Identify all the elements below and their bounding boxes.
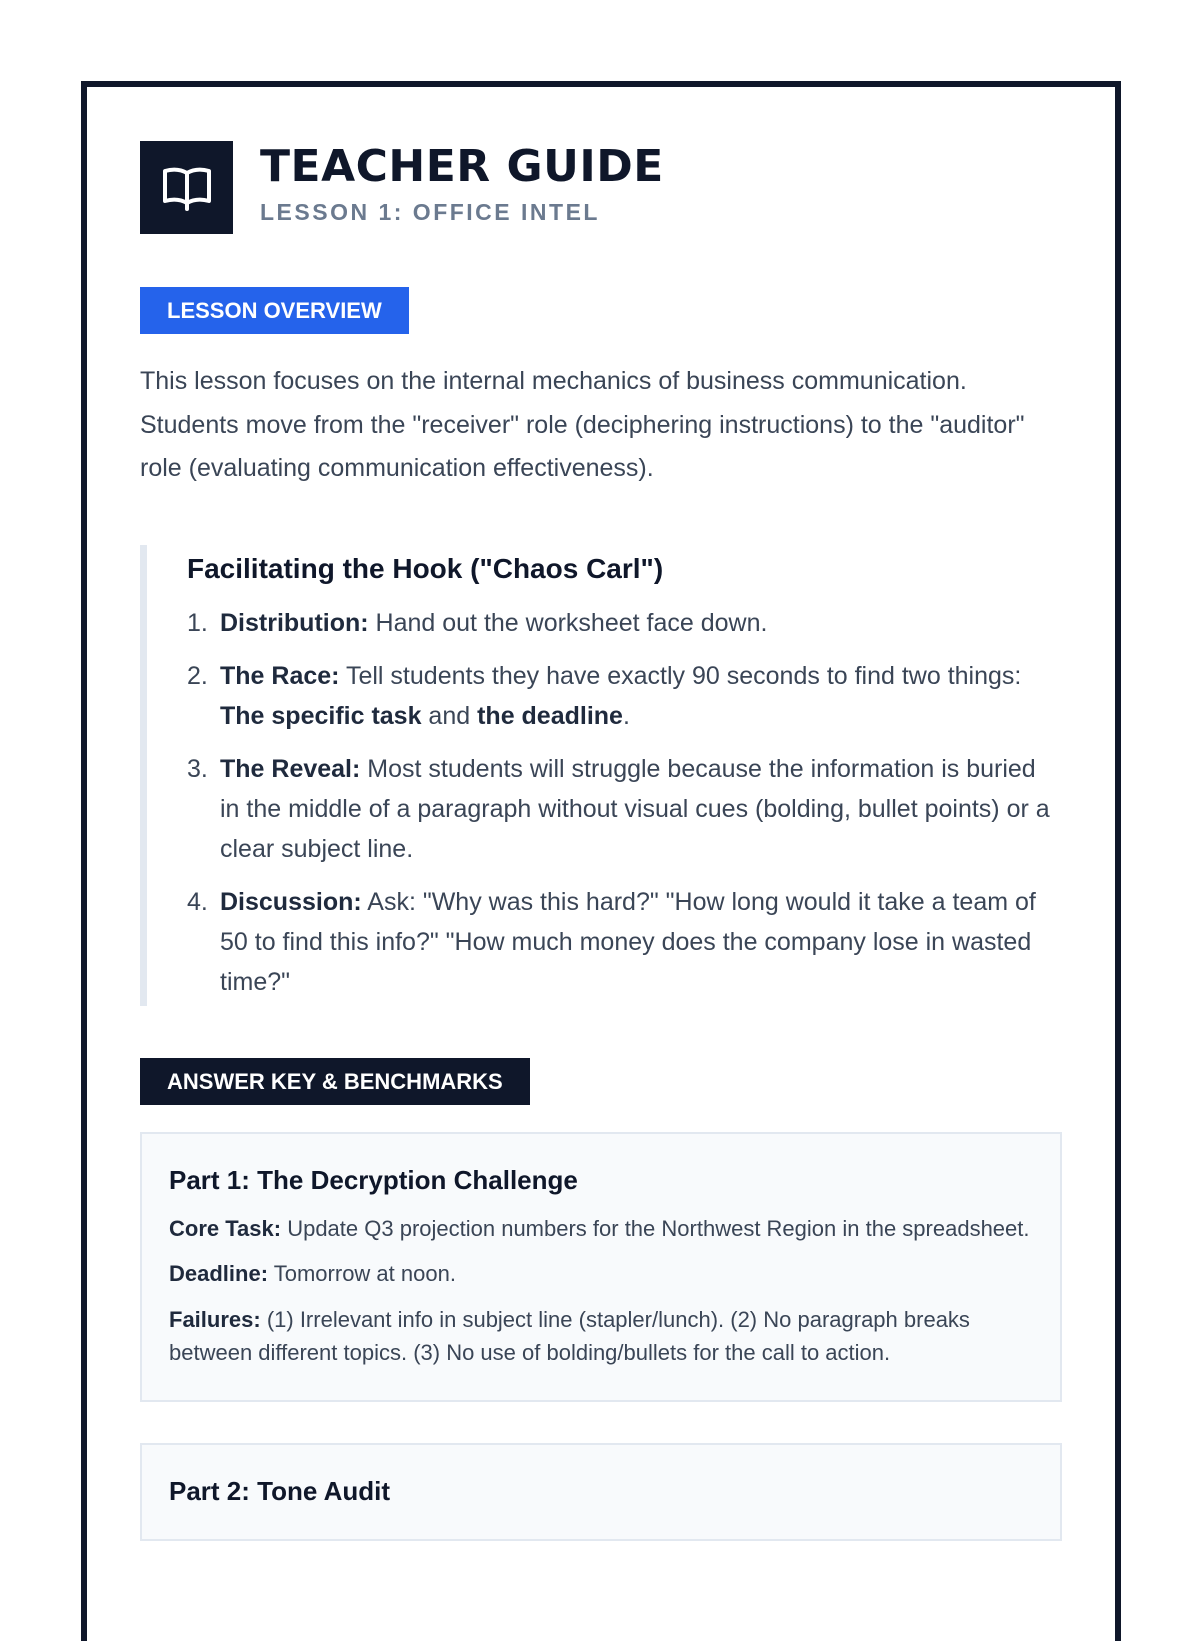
list-item — [187, 656, 1062, 736]
part-title: Part 1: The Decryption Challenge — [169, 1164, 578, 1195]
step-number: 3. — [187, 754, 208, 783]
step-emphasis: the deadline — [477, 701, 623, 730]
overview-text: This lesson focuses on the internal mechanics of business communication. Students move from the "receiver" role (deciphering instructions) to the "auditor" role (evaluating communication effectiveness). — [140, 367, 1025, 482]
step-emphasis: The specific task — [220, 701, 422, 730]
step-text: and — [421, 701, 478, 730]
step-label: Distribution: — [220, 608, 369, 637]
page-content — [140, 140, 1062, 1541]
step-text: Hand out the worksheet face down. — [368, 608, 768, 637]
step-text: Ask: "Why was this hard?" "How long would it take a team of 50 to find this info?" "How much money does the company lose in wasted time?" — [220, 887, 1036, 996]
core-task-item — [169, 1212, 1034, 1246]
step-number: 1. — [187, 608, 208, 637]
failures-item — [169, 1303, 1034, 1370]
step-text: . — [622, 701, 630, 730]
page-title: TEACHER GUIDE — [260, 140, 664, 192]
guide-page — [81, 81, 1121, 1641]
logo-badge — [140, 141, 233, 234]
hook-steps — [187, 603, 1062, 1002]
step-label: Discussion: — [220, 887, 362, 916]
part-1-card — [140, 1132, 1062, 1402]
item-text: (1) Irrelevant info in subject line (stapler/lunch). (2) No paragraph breaks between different topics. (3) No use of bolding/bullets for the call to action. — [169, 1306, 970, 1365]
step-label: The Reveal: — [220, 754, 361, 783]
deadline-item — [169, 1257, 1034, 1291]
list-item — [187, 749, 1062, 869]
step-number: 4. — [187, 887, 208, 916]
lesson-overview-label: LESSON OVERVIEW — [140, 287, 409, 334]
item-text: Update Q3 projection numbers for the Northwest Region in the spreadsheet. — [281, 1215, 1030, 1241]
list-item — [187, 882, 1062, 1002]
page-header — [140, 140, 1062, 234]
step-text: Tell students they have exactly 90 seconds to find two things: — [339, 661, 1022, 690]
item-label: Deadline: — [169, 1261, 269, 1286]
step-text: Most students will struggle because the information is buried in the middle of a paragraph without visual cues (bolding, bullet points) or a clear subject line. — [220, 754, 1050, 863]
answer-key-label: ANSWER KEY & BENCHMARKS — [140, 1058, 530, 1105]
hook-title: Facilitating the Hook ("Chaos Carl") — [187, 552, 664, 584]
page-subtitle: LESSON 1: OFFICE INTEL — [260, 198, 600, 225]
open-book-icon — [161, 163, 213, 211]
step-label: The Race: — [220, 661, 340, 690]
step-number: 2. — [187, 661, 208, 690]
item-label: Core Task: — [169, 1215, 282, 1241]
hook-section — [140, 545, 1062, 1006]
item-label: Failures: — [169, 1306, 261, 1332]
list-item — [187, 603, 1062, 643]
part-2-card — [140, 1443, 1062, 1541]
item-text: Tomorrow at noon. — [268, 1261, 456, 1286]
part-title: Part 2: Tone Audit — [169, 1475, 390, 1506]
